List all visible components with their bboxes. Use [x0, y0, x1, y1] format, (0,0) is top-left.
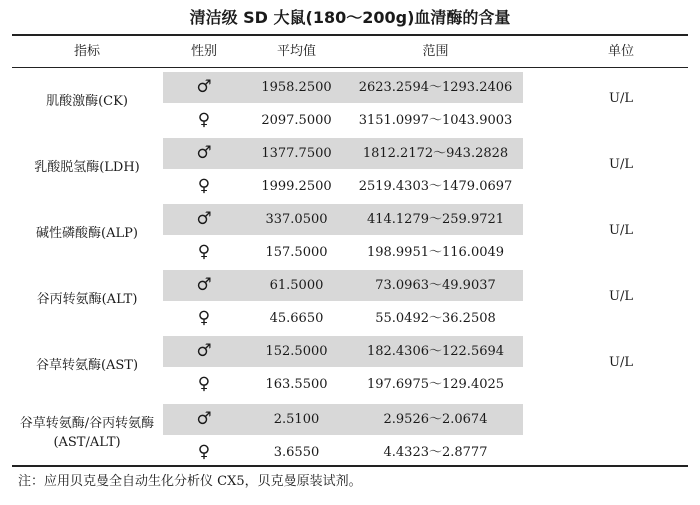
- table-footnote: 注：应用贝克曼全自动生化分析仪 CX5，贝克曼原装试剂。: [18, 474, 362, 489]
- mean-value: 3.6550: [273, 445, 320, 460]
- header-unit: 单位: [607, 44, 634, 59]
- unit-label: U/L: [609, 223, 633, 238]
- indicator-label: 碱性磷酸酶(ALP): [36, 225, 138, 241]
- unit-label: U/L: [609, 157, 633, 172]
- mean-value: 157.5000: [265, 245, 328, 260]
- indicator-label: 肌酸激酶(CK): [46, 93, 128, 109]
- unit-label: U/L: [609, 91, 633, 106]
- mean-value: 1999.2500: [261, 179, 332, 194]
- mean-value: 45.6650: [269, 311, 324, 326]
- male-symbol: ♂: [196, 409, 212, 429]
- header-mean: 平均值: [276, 44, 316, 59]
- range-value: 73.0963～49.9037: [375, 278, 496, 293]
- range-value: 198.9951～116.0049: [366, 245, 505, 260]
- mean-value: 152.5000: [265, 344, 328, 359]
- range-value: 414.1279～259.9721: [366, 212, 505, 227]
- mean-value: 1958.2500: [261, 80, 332, 95]
- mean-value: 163.5500: [265, 377, 328, 392]
- range-value: 197.6975～129.4025: [366, 377, 505, 392]
- header-indicator: 指标: [73, 44, 100, 59]
- unit-label: U/L: [609, 289, 633, 304]
- female-symbol: ♀: [197, 308, 211, 328]
- male-symbol: ♂: [196, 143, 212, 163]
- range-value: 4.4323～2.8777: [383, 445, 488, 460]
- indicator-label-line1: 谷草转氨酶/谷丙转氨酶: [19, 416, 155, 431]
- indicator-label: 谷草转氨酶(AST): [35, 357, 139, 373]
- indicator-label: [12, 402, 162, 464]
- range-value: 1812.2172～943.2828: [362, 146, 509, 161]
- range-value: 2623.2594～1293.2406: [358, 80, 513, 95]
- mean-value: 337.0500: [265, 212, 328, 227]
- indicator-label: 谷丙转氨酶(ALT): [36, 291, 138, 307]
- range-value: 2519.4303～1479.0697: [358, 179, 513, 194]
- range-value: 182.4306～122.5694: [366, 344, 505, 359]
- mean-value: 1377.7500: [261, 146, 332, 161]
- male-symbol: ♂: [196, 209, 212, 229]
- male-symbol: ♂: [196, 275, 212, 295]
- mean-value: 61.5000: [269, 278, 324, 293]
- indicator-label-line2: (AST/ALT): [53, 435, 121, 450]
- mean-value: 2.5100: [273, 412, 320, 427]
- range-value: 2.9526～2.0674: [383, 412, 488, 427]
- female-symbol: ♀: [197, 176, 211, 196]
- indicator-label: 乳酸脱氢酶(LDH): [34, 159, 140, 175]
- header-range: 范围: [422, 44, 449, 59]
- male-symbol: ♂: [196, 77, 212, 97]
- female-symbol: ♀: [197, 442, 211, 462]
- table-title: 清洁级 SD 大鼠(180～200g)血清酶的含量: [189, 8, 511, 27]
- female-symbol: ♀: [197, 110, 211, 130]
- bottom-rule: [12, 465, 688, 467]
- range-value: 3151.0997～1043.9003: [358, 113, 513, 128]
- female-symbol: ♀: [197, 374, 211, 394]
- unit-label: U/L: [609, 355, 633, 370]
- female-symbol: ♀: [197, 242, 211, 262]
- range-value: 55.0492～36.2508: [375, 311, 496, 326]
- header-sex: 性别: [190, 44, 217, 59]
- male-symbol: ♂: [196, 341, 212, 361]
- mean-value: 2097.5000: [261, 113, 332, 128]
